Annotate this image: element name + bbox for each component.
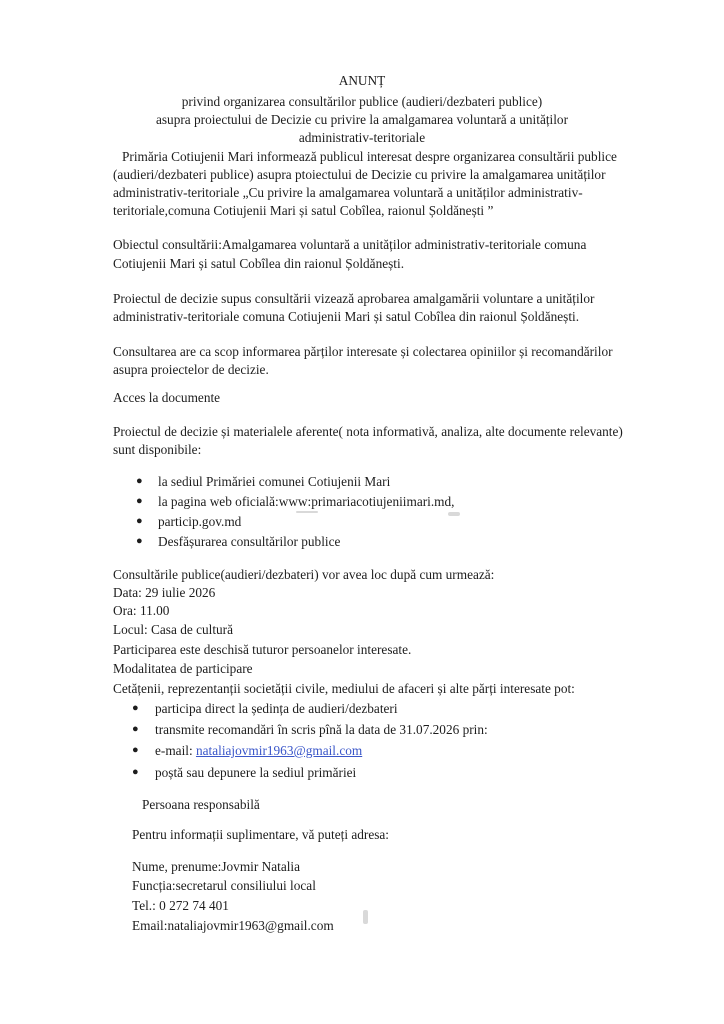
modality-intro: Cetățenii, reprezentanții societății civile, mediului de afaceri și alte părți interesate pot: bbox=[113, 681, 575, 696]
modality-item-4: poștă sau depunere la sediul primăriei bbox=[155, 765, 357, 780]
contact-function: Funcția:secretarul consiliului local bbox=[132, 878, 316, 893]
contact-info: Pentru informații suplimentare, vă puteți adresa: bbox=[132, 827, 389, 842]
modality-item-2: transmite recomandări în scris pînă la data de 31.07.2026 prin: bbox=[155, 722, 488, 737]
email-link[interactable]: nataliajovmir1963@gmail.com bbox=[195, 743, 363, 758]
details-time: Ora: 11.00 bbox=[113, 603, 170, 618]
details-intro: Consultările publice(audieri/dezbateri) vor avea loc după cum urmează: bbox=[113, 567, 495, 582]
intro-line-2: (audieri/dezbateri publice) asupra ptoiectului de Decizie cu privire la amalgamarea unităților bbox=[113, 167, 606, 182]
access-item-4: Desfășurarea consultărilor publice bbox=[158, 534, 341, 549]
modality-item-3 bbox=[155, 742, 362, 759]
access-line-2: sunt disponibile: bbox=[113, 442, 202, 457]
bullet-icon: ● bbox=[132, 702, 139, 714]
contact-email: Email:nataliajovmir1963@gmail.com bbox=[132, 918, 334, 933]
access-item-1: la sediul Primăriei comunei Cotiujenii Mari bbox=[158, 474, 391, 489]
intro-line-4: teritoriale,comuna Cotiujenii Mari și satul Cobîlea, raionul Șoldănești ” bbox=[113, 203, 494, 218]
email-label: e-mail: bbox=[155, 743, 196, 758]
access-line-1: Proiectul de decizie și materialele aferente( nota informativă, analiza, alte documente relevante) bbox=[113, 424, 623, 439]
access-item-3: particip.gov.md bbox=[158, 514, 242, 529]
purpose-line-2: asupra proiectelor de decizie. bbox=[113, 362, 269, 377]
details-open: Participarea este deschisă tuturor persoanelor interesate. bbox=[113, 642, 412, 657]
object-line-2: Cotiujenii Mari și satul Cobîlea din raionul Șoldănești. bbox=[113, 256, 405, 271]
purpose-line-1: Consultarea are ca scop informarea părților interesate și colectarea opiniilor și recomandărilor bbox=[113, 344, 613, 359]
bullet-icon: ● bbox=[136, 515, 143, 527]
modality-item-1: participa direct la ședința de audieri/dezbateri bbox=[155, 701, 398, 716]
project-line-2: administrativ-teritoriale comuna Cotiujenii Mari și satul Cobîlea din raionul Șoldănești. bbox=[113, 309, 580, 324]
modality-heading: Modalitatea de participare bbox=[113, 661, 253, 676]
subtitle-line-2: asupra proiectului de Decizie cu privire la amalgamarea voluntară a unităților bbox=[155, 112, 568, 127]
details-date: Data: 29 iulie 2026 bbox=[113, 585, 216, 600]
intro-line-3: administrativ-teritoriale „Cu privire la amalgamarea voluntară a unităților administrativ- bbox=[113, 185, 583, 200]
bullet-icon: ● bbox=[132, 766, 139, 778]
subtitle-line-1: privind organizarea consultărilor publice (audieri/dezbateri publice) bbox=[181, 94, 543, 109]
subtitle-line-3: administrativ-teritoriale bbox=[298, 130, 426, 145]
bullet-icon: ● bbox=[132, 723, 139, 735]
object-line-1: Obiectul consultării:Amalgamarea voluntară a unităților administrativ-teritoriale comuna bbox=[113, 237, 587, 252]
project-line-1: Proiectul de decizie supus consultării vizează aprobarea amalgamării voluntare a unităților bbox=[113, 291, 595, 306]
intro-line-1: Primăria Cotiujenii Mari informează publicul interesat despre organizarea consultării publice bbox=[122, 149, 617, 164]
details-place: Locul: Casa de cultură bbox=[113, 622, 233, 637]
bullet-icon: ● bbox=[132, 744, 139, 756]
contact-phone: Tel.: 0 272 74 401 bbox=[132, 898, 229, 913]
access-item-2: la pagina web oficială:www:primariacotiujeniimari.md, bbox=[158, 494, 455, 509]
contact-heading: Persoana responsabilă bbox=[142, 797, 260, 812]
bullet-icon: ● bbox=[136, 495, 143, 507]
scan-smudge bbox=[448, 512, 460, 516]
bullet-icon: ● bbox=[136, 475, 143, 487]
bullet-icon: ● bbox=[136, 535, 143, 547]
access-heading: Acces la documente bbox=[113, 390, 221, 405]
contact-name: Nume, prenume:Jovmir Natalia bbox=[132, 859, 301, 874]
scan-smudge bbox=[296, 511, 318, 513]
scan-smudge bbox=[363, 910, 368, 924]
document-title: ANUNȚ bbox=[338, 73, 386, 88]
